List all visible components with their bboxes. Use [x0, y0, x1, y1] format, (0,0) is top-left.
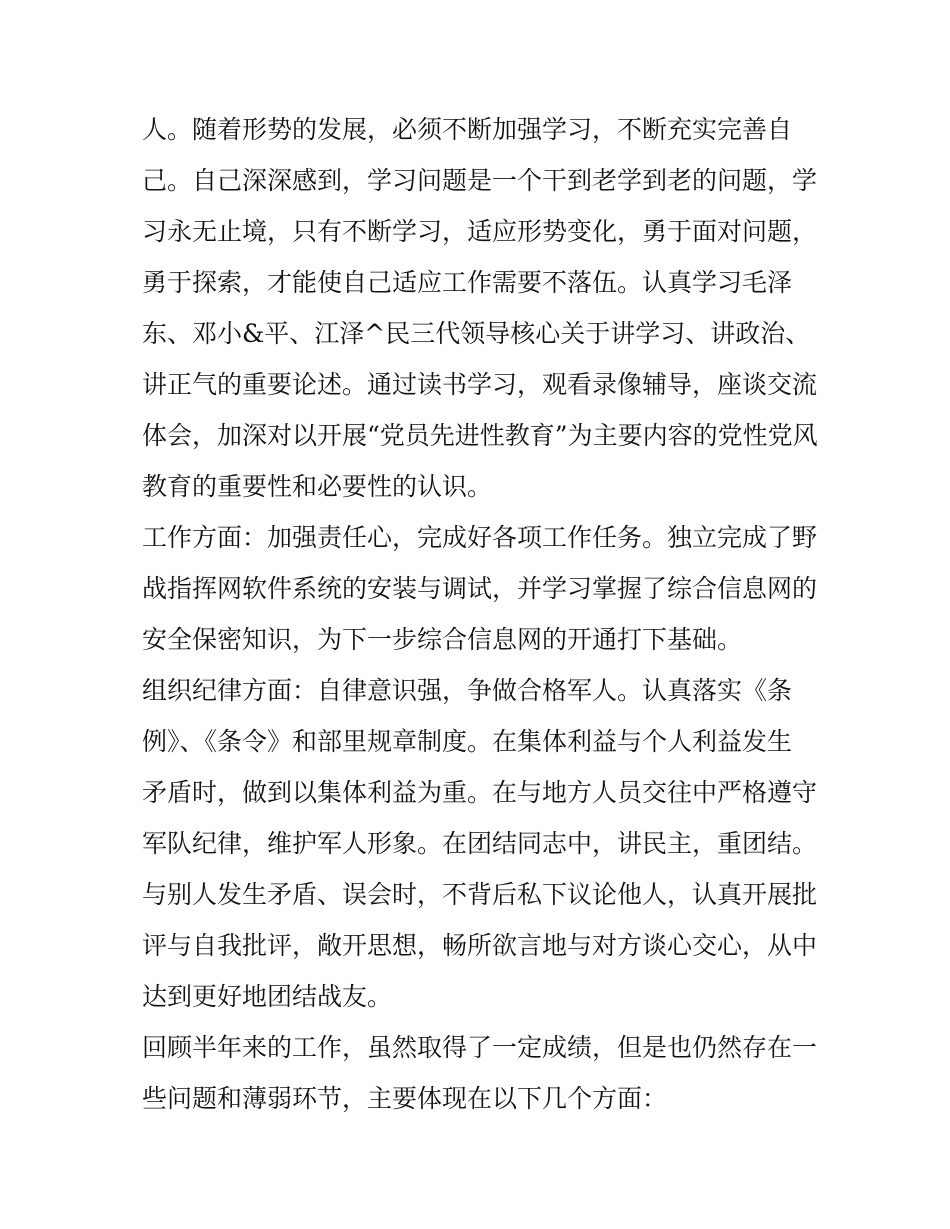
text-line: 教育的重要性和必要性的认识。	[142, 472, 493, 501]
text-line: 安全保密知识，为下一步综合信息网的开通打下基础。	[142, 625, 743, 654]
text-line: 例》、《条令》和部里规章制度。在集体利益与个人利益发生	[142, 727, 793, 756]
text-line: 组织纪律方面：自律意识强，争做合格军人。认真落实《条	[142, 676, 793, 705]
text-line: 军队纪律，维护军人形象。在团结同志中，讲民主，重团结。	[142, 829, 818, 858]
text-line: 与别人发生矛盾、误会时，不背后私下议论他人，认真开展批	[142, 880, 818, 909]
text-line: 讲正气的重要论述。通过读书学习，观看录像辅导，座谈交流	[142, 370, 818, 399]
text-line: 回顾半年来的工作，虽然取得了一定成绩，但是也仍然存在一	[142, 1033, 818, 1062]
text-line: 评与自我批评，敞开思想，畅所欲言地与对方谈心交心，从中	[142, 931, 818, 960]
text-line: 己。自己深深感到，学习问题是一个干到老学到老的问题，学	[142, 166, 818, 195]
text-line: 矛盾时，做到以集体利益为重。在与地方人员交往中严格遵守	[142, 778, 818, 807]
text-line: 习永无止境，只有不断学习，适应形势变化，勇于面对问题，	[142, 217, 818, 246]
text-line: 人。随着形势的发展，必须不断加强学习，不断充实完善自	[142, 115, 793, 144]
text-line: 勇于探索，才能使自己适应工作需要不落伍。认真学习毛泽	[142, 268, 793, 297]
text-line: 东、邓小&平、江泽^民三代领导核心关于讲学习、讲政治、	[142, 319, 811, 348]
text-line: 体会，加深对以开展“党员先进性教育”为主要内容的党性党风	[142, 421, 818, 450]
text-line: 达到更好地团结战友。	[142, 982, 393, 1011]
text-line: 些问题和薄弱环节，主要体现在以下几个方面：	[142, 1084, 668, 1113]
text-line: 工作方面：加强责任心，完成好各项工作任务。独立完成了野	[142, 523, 818, 552]
text-line: 战指挥网软件系统的安装与调试，并学习掌握了综合信息网的	[142, 574, 818, 603]
